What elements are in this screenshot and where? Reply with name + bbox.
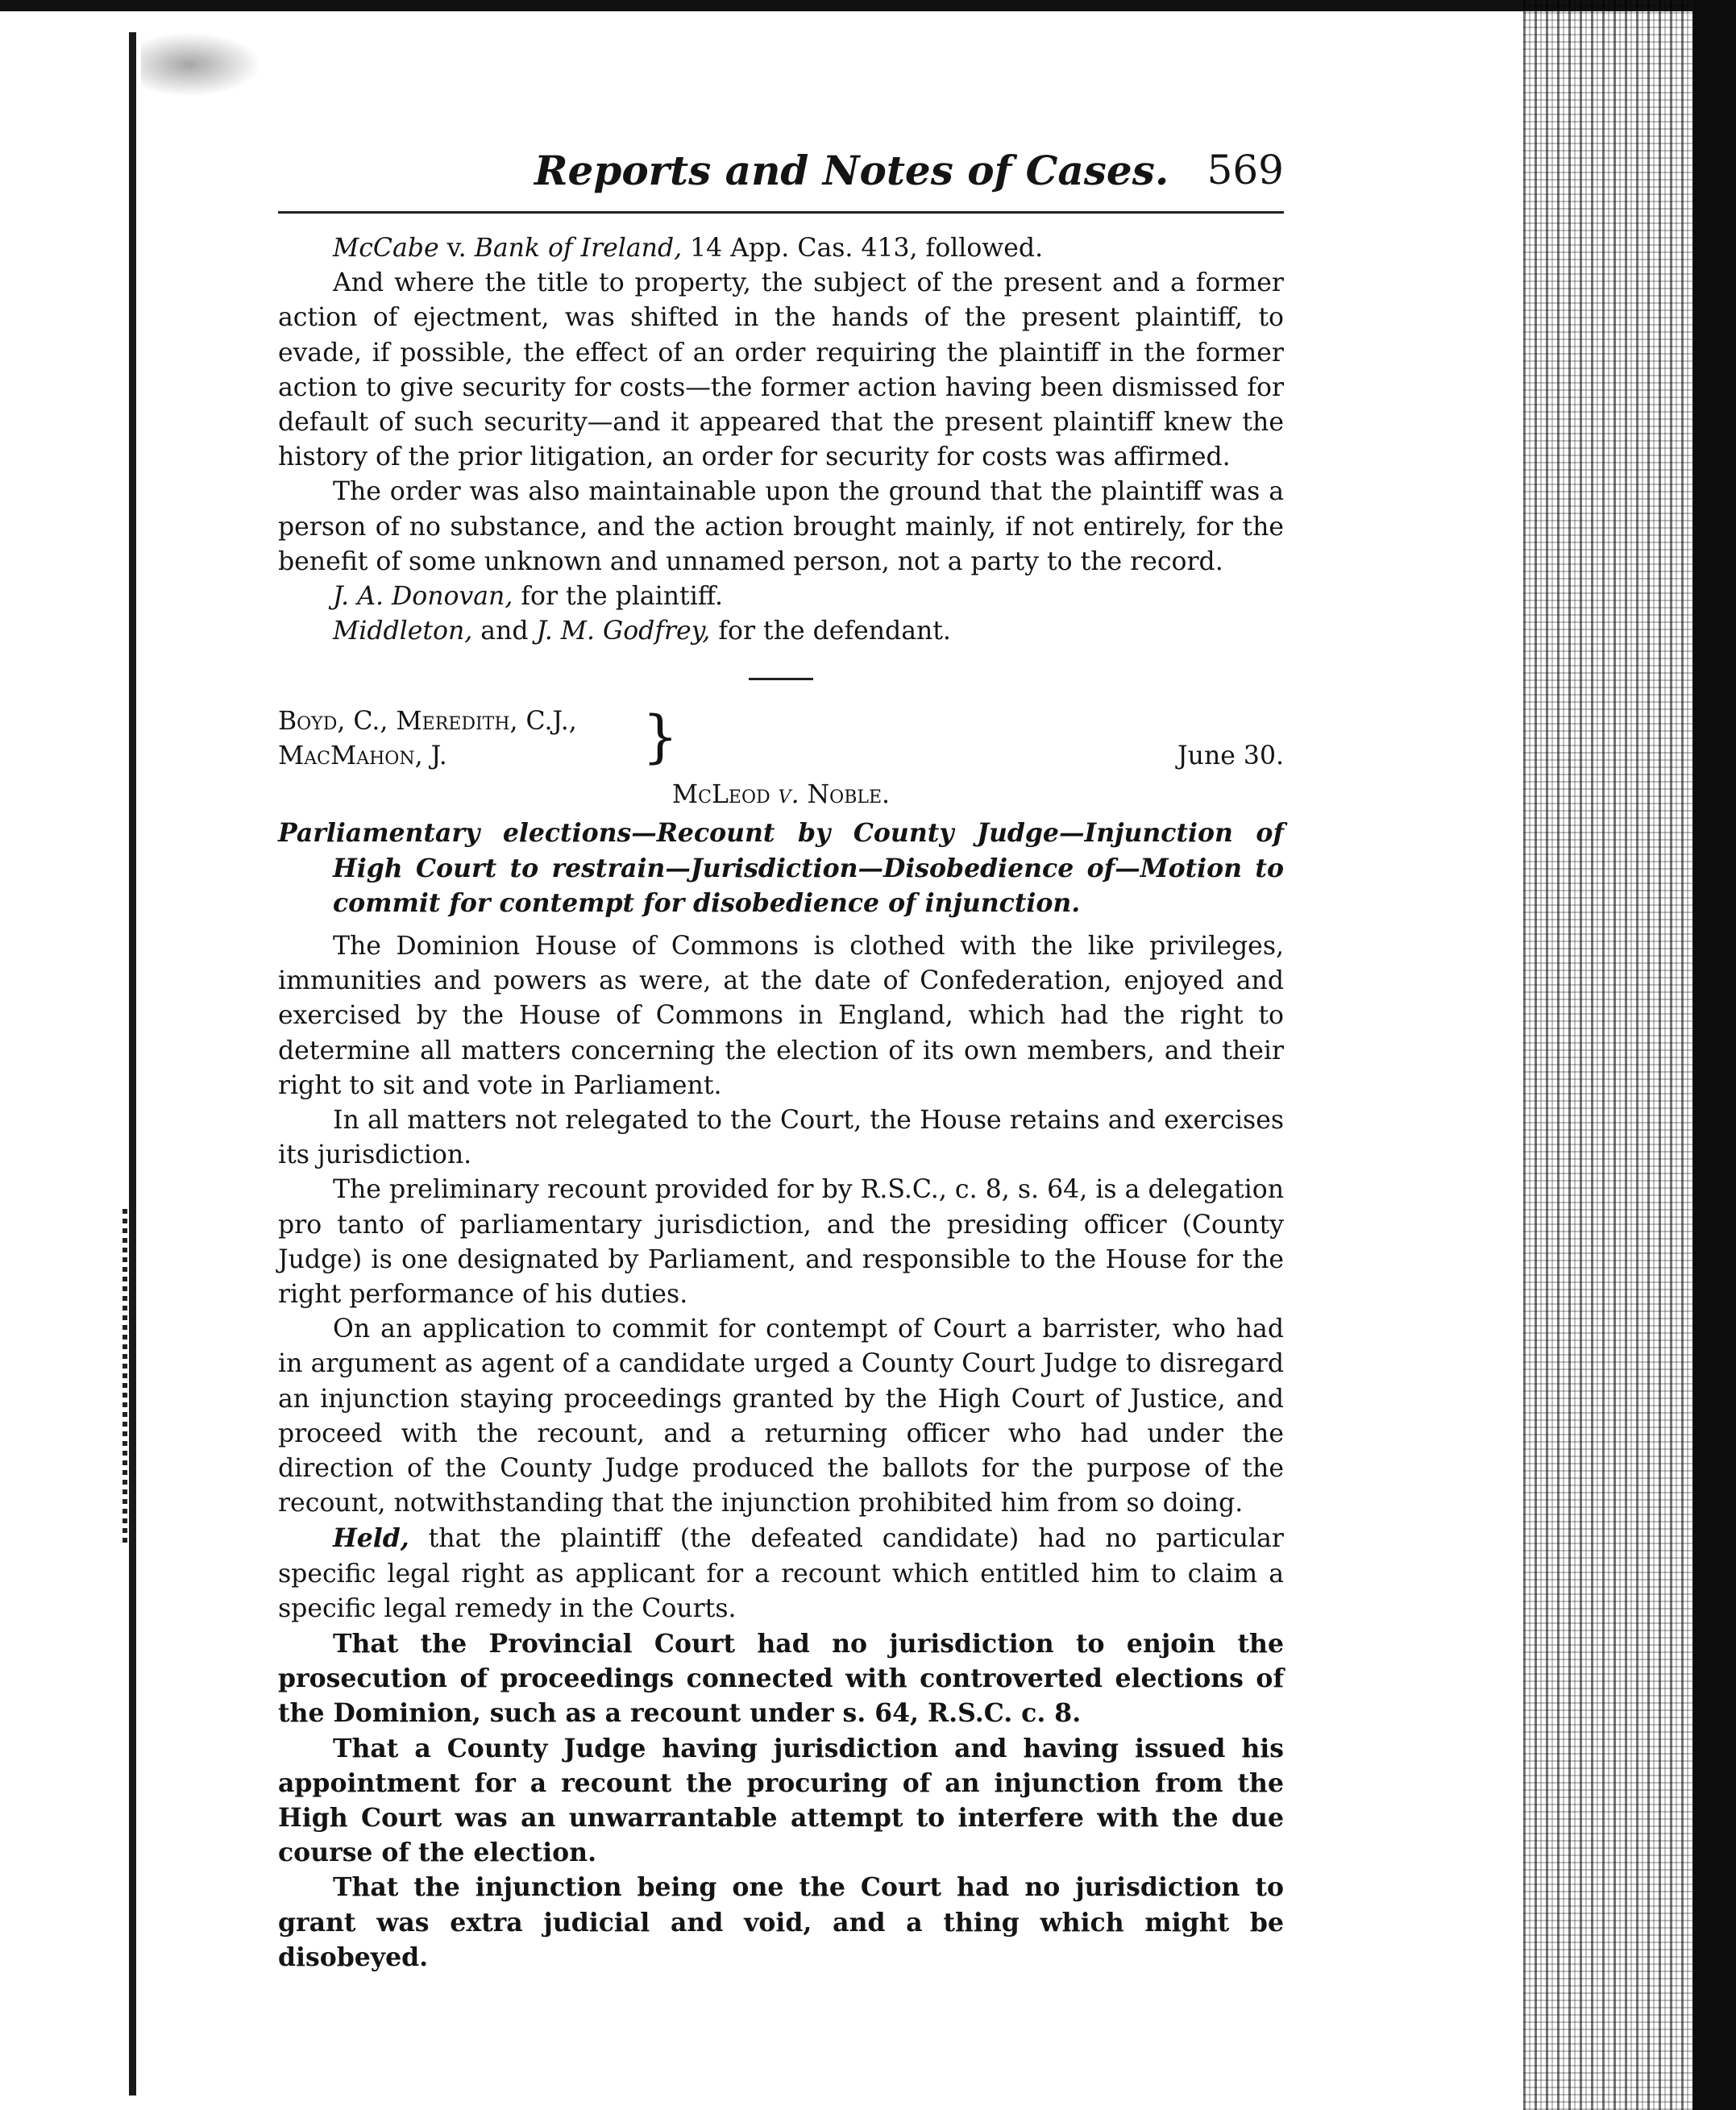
case-title-defendant: Noble. [807,780,891,810]
body-paragraph: That the injunction being one the Court had no jurisdiction to grant was extra judicial and void, and a thing which might be disobeyed. [278,1872,1284,1972]
held-paragraph [278,1521,1284,1626]
scan-left-dots [123,1209,127,1547]
scan-left-edge [129,32,136,2095]
bench-judges [278,704,577,774]
body-paragraph: The preliminary recount provided for by R.S.C., c. 8, s. 64, is a delegation pro tanto of parliamentary jurisdiction, and the presiding officer (County Judge) is one designated by Parliament, and responsible to the House for the right performance of his duties. [278,1175,1284,1309]
page [278,137,1284,1975]
page-number: 569 [1206,147,1284,193]
citation-paragraph [278,231,1284,266]
body-paragraph: That a County Judge having jurisdiction and having issued his appointment for a recount the procuring of an injunction from the High Court was an unwarrantable attempt to interfere with the due course of the election. [278,1733,1284,1868]
bench-brace: } [642,704,679,770]
running-head-title: Reports and Notes of Cases. [534,147,1169,194]
body-paragraph: In all matters not relegated to the Court, the House retains and exercises its jurisdiction. [278,1105,1284,1170]
case-title-v: v. [770,780,808,810]
counsel-role: for the defendant. [710,617,951,646]
held-text: that the plaintiff (the defeated candidate) had no particular specific legal right as applicant for a recount which entitled him to claim a specific legal remedy in the Courts. [278,1524,1284,1623]
body-paragraph: On an application to commit for contempt of Court a barrister, who had in argument as agent of a candidate urged a County Court Judge to disregard an injunction staying proceedings granted by the High Court of Justice, and proceed with the recount, and a returning officer who had under the direction of the County Judge produced the ballots for the purpose of the recount, notwithstanding that the injunction prohibited him from so doing. [278,1315,1284,1518]
bench [278,704,1284,775]
counsel-and: and [472,617,537,646]
citation-v: v. [438,234,475,263]
scan-smudge [141,32,262,97]
counsel-name: J. M. Godfrey, [536,617,711,646]
bench-line-2: MacMahon, J. [278,741,447,771]
counsel-name: Middleton, [333,617,473,646]
scan-top-edge [0,0,1736,11]
citation-case-a: McCabe [333,234,439,263]
citation-case-b: Bank of Ireland, [474,234,683,263]
counsel-name: J. A. Donovan, [333,582,513,612]
counsel-role: for the plaintiff. [513,582,724,612]
counsel-plaintiff [278,579,1284,614]
body-paragraph: The Dominion House of Commons is clothed with the like privileges, immunities and powers as were, at the date of Confederation, enjoyed and exercised by the House of Commons in England, which had the right to determine all matters concerning the election of its own members, and their right to sit and vote in Parliament. [278,931,1284,1100]
body-paragraph: And where the title to property, the subject of the present and a former action of ejectment, was shifted in the hands of the present plaintiff, to evade, if possible, the effect of an order requiring the plaintiff in the former action to give security for costs—the former action having been dismissed for default of such security—and it appeared that the present plaintiff knew the history of the prior litigation, an order for security for costs was affirmed. [278,268,1284,472]
bench-line-1: Boyd, C., Meredith, C.J., [278,707,577,737]
section-separator [749,678,813,680]
case-title-plaintiff: McLeod [671,780,770,810]
citation-rest: 14 App. Cas. 413, followed. [682,234,1044,263]
held-lead: Held, [333,1523,409,1554]
body-paragraph: That the Provincial Court had no jurisdiction to enjoin the prosecution of proceedings connected with controverted elections of the Dominion, such as a recount under s. 64, R.S.C. c. 8. [278,1629,1284,1729]
counsel-defendant [278,614,1284,649]
scan-right-edge [1692,0,1736,2110]
headnote: Parliamentary elections—Recount by County Judge—Injunction of High Court to restrain—Jurisdiction—Disobedience of—Motion to commit for contempt for disobedience of injunction. [278,818,1284,919]
running-head [278,137,1284,214]
decision-date: June 30. [1177,741,1284,771]
body-paragraph: The order was also maintainable upon the ground that the plaintiff was a person of no substance, and the action brought mainly, if not entirely, for the benefit of some unknown and unnamed person, not a party to the record. [278,477,1284,576]
case-title [278,777,1284,812]
